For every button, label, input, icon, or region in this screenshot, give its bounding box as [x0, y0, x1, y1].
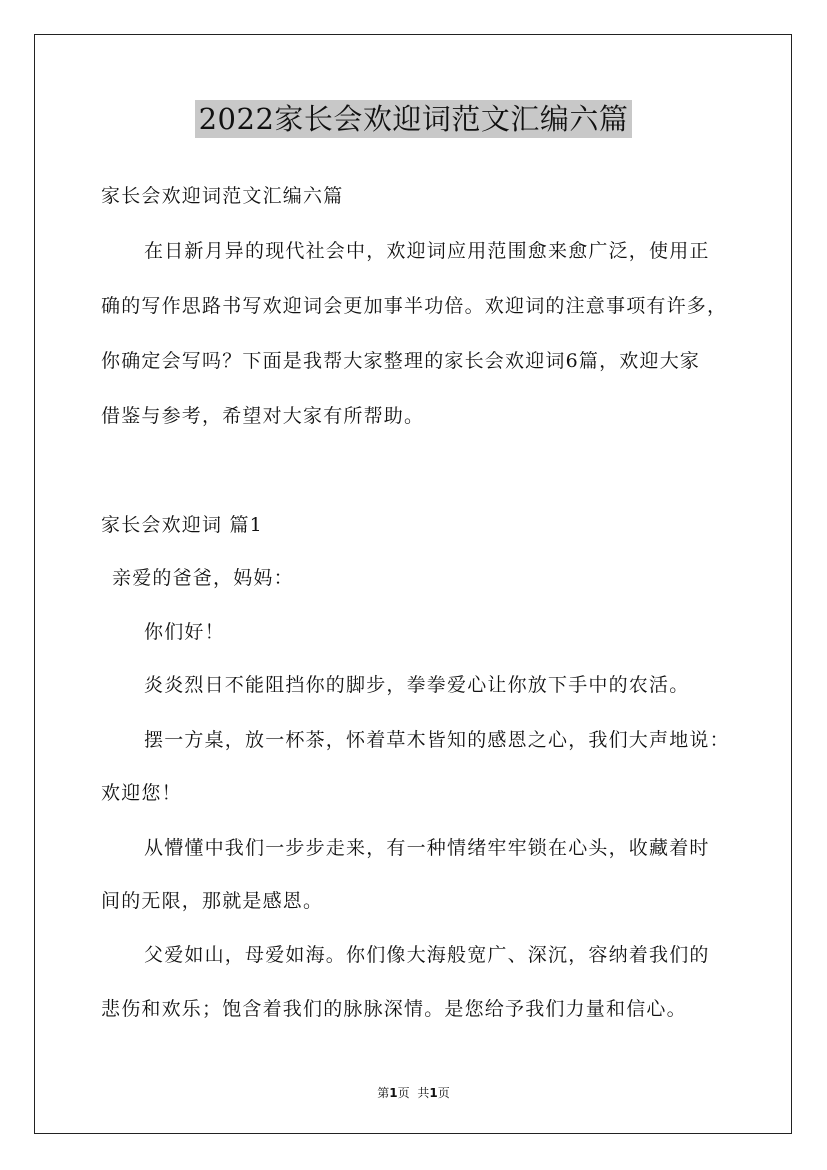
footer-total-suffix: 页	[437, 1086, 450, 1100]
body-line-5: 间的无限，那就是感恩。	[101, 890, 324, 912]
intro-line-4: 借鉴与参考，希望对大家有所帮助。	[101, 405, 425, 427]
document-title-wrap	[0, 97, 827, 138]
footer-page-prefix: 第	[377, 1086, 390, 1100]
intro-line-1: 在日新月异的现代社会中，欢迎词应用范围愈来愈广泛，使用正	[144, 240, 710, 262]
salutation: 亲爱的爸爸，妈妈：	[112, 567, 294, 589]
document-title: 2022家长会欢迎词范文汇编六篇	[195, 100, 633, 138]
footer-page-number: 1	[389, 1086, 398, 1100]
body-line-7: 悲伤和欢乐；饱含着我们的脉脉深情。是您给予我们力量和信心。	[101, 998, 687, 1020]
body-line-2: 摆一方桌，放一杯茶，怀着草木皆知的感恩之心，我们大声地说：	[144, 729, 730, 751]
footer-total-number: 1	[429, 1086, 438, 1100]
page-footer	[0, 1084, 827, 1101]
footer-page-suffix: 页	[397, 1086, 410, 1100]
intro-line-2: 确的写作思路书写欢迎词会更加事半功倍。欢迎词的注意事项有许多，	[101, 295, 728, 317]
body-line-4: 从懵懂中我们一步步走来，有一种情绪牢牢锁在心头，收藏着时	[144, 837, 710, 859]
greeting: 你们好！	[144, 621, 225, 643]
footer-total-prefix: 共	[417, 1086, 430, 1100]
section-heading: 家长会欢迎词 篇1	[101, 514, 263, 536]
subtitle: 家长会欢迎词范文汇编六篇	[101, 185, 344, 207]
body-line-3: 欢迎您！	[101, 782, 182, 804]
intro-line-3: 你确定会写吗？下面是我帮大家整理的家长会欢迎词6篇，欢迎大家	[101, 350, 701, 372]
body-line-6: 父爱如山，母爱如海。你们像大海般宽广、深沉，容纳着我们的	[144, 944, 710, 966]
body-line-1: 炎炎烈日不能阻挡你的脚步，拳拳爱心让你放下手中的农活。	[144, 674, 690, 696]
